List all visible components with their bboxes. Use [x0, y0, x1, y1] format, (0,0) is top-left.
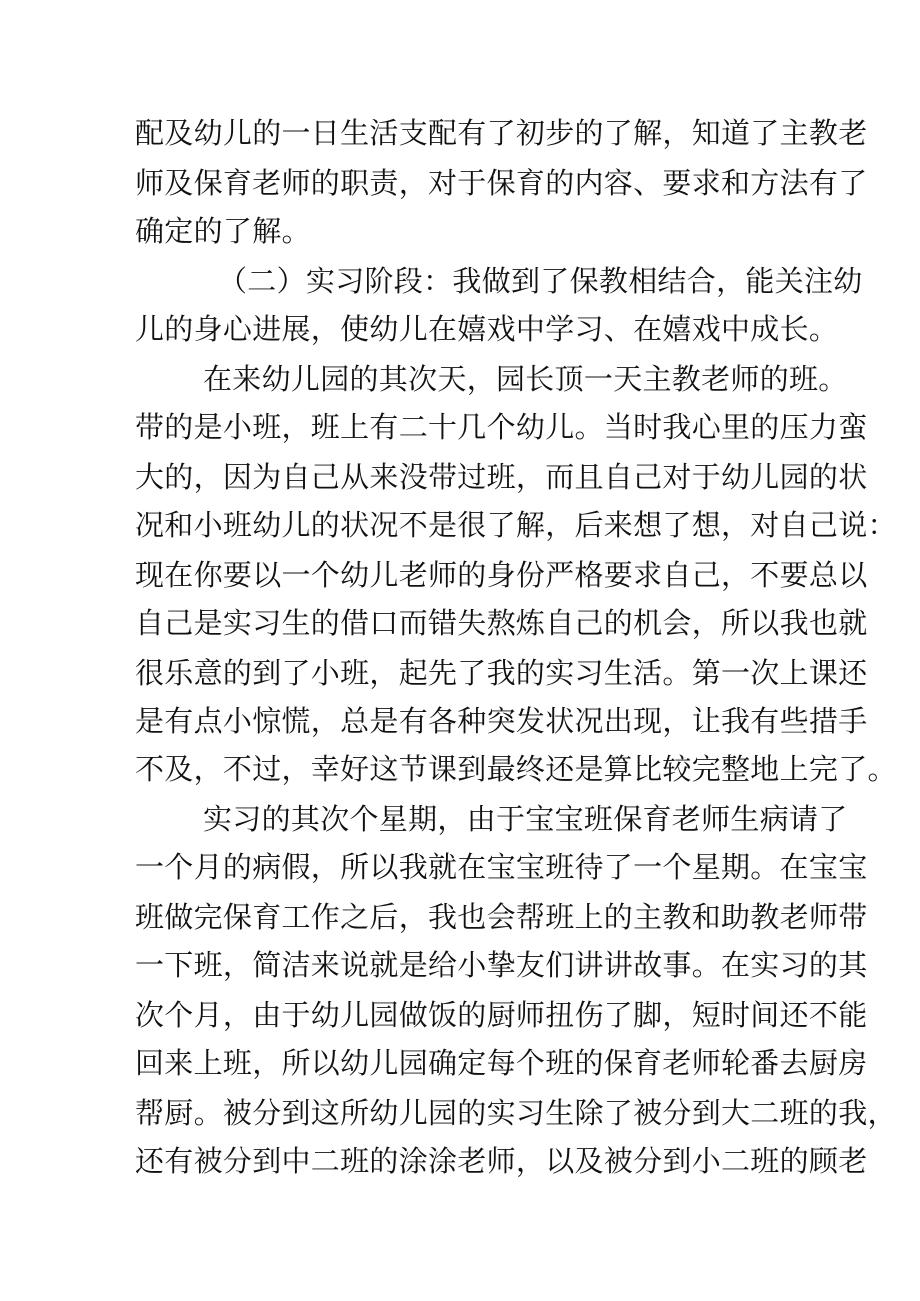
text-line: 次个月，由于幼儿园做饭的厨师扭伤了脚，短时间还不能 — [135, 998, 868, 1032]
text-line: 自己是实习生的借口而错失熬炼自己的机会，所以我也就 — [135, 606, 868, 640]
text-line: 现在你要以一个幼儿老师的身份严格要求自己，不要总以 — [135, 558, 868, 592]
text-line: 很乐意的到了小班，起先了我的实习生活。第一次上课还 — [135, 656, 868, 690]
text-line: 回来上班，所以幼儿园确定每个班的保育老师轮番去厨房 — [135, 1046, 868, 1080]
text-line: 还有被分到中二班的涂涂老师，以及被分到小二班的顾老 — [135, 1144, 868, 1178]
text-line: 确定的了解。 — [135, 214, 311, 248]
text-line: 儿的身心进展，使幼儿在嬉戏中学习、在嬉戏中成长。 — [135, 312, 839, 346]
text-line: 一个月的病假，所以我就在宝宝班待了一个星期。在宝宝 — [135, 850, 868, 884]
text-line: 班做完保育工作之后，我也会帮班上的主教和助教老师带 — [135, 900, 868, 934]
text-line: 大的，因为自己从来没带过班，而且自己对于幼儿园的状 — [135, 460, 868, 494]
text-line: 在来幼儿园的其次天，园长顶一天主教老师的班。 — [203, 362, 848, 396]
text-line: 一下班，简洁来说就是给小挚友们讲讲故事。在实习的其 — [135, 948, 868, 982]
text-line: 师及保育老师的职责，对于保育的内容、要求和方法有了 — [135, 166, 868, 200]
text-line: （二）实习阶段：我做到了保教相结合，能关注幼 — [218, 264, 863, 298]
text-line: 实习的其次个星期，由于宝宝班保育老师生病请了 — [203, 802, 848, 836]
text-line: 不及，不过，幸好这节课到最终还是算比较完整地上完了。 — [135, 752, 897, 786]
text-line: 况和小班幼儿的状况不是很了解，后来想了想，对自己说： — [135, 508, 897, 542]
text-line: 是有点小惊慌，总是有各种突发状况出现，让我有些措手 — [135, 704, 868, 738]
text-line: 帮厨。被分到这所幼儿园的实习生除了被分到大二班的我， — [135, 1096, 897, 1130]
text-line: 带的是小班，班上有二十几个幼儿。当时我心里的压力蛮 — [135, 410, 868, 444]
text-line: 配及幼儿的一日生活支配有了初步的了解，知道了主教老 — [135, 116, 868, 150]
